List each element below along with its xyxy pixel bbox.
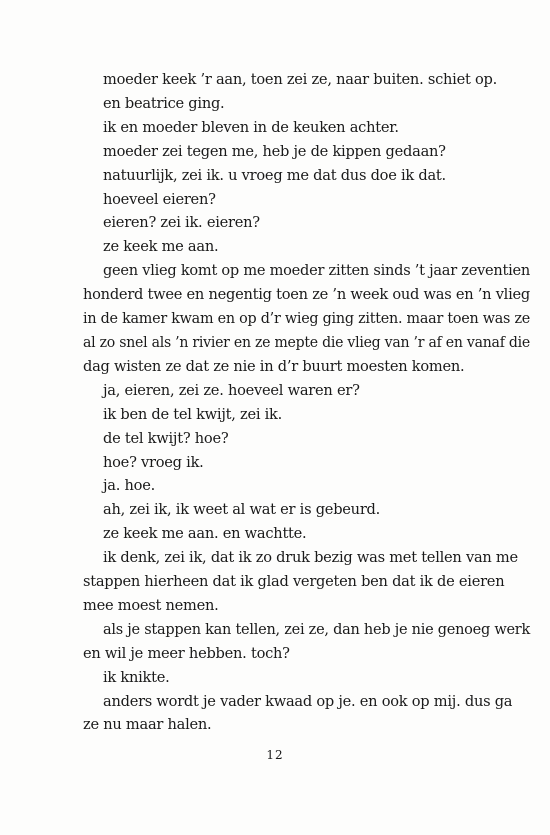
paragraph	[83, 211, 483, 235]
paragraph	[83, 140, 483, 164]
text-line: en beatrice ging.	[103, 94, 225, 112]
body-text	[83, 68, 531, 737]
text-line: ik ben de tel kwijt, zei ik.	[103, 405, 283, 423]
text-line: moeder keek ’r aan, toen zei ze, naar buiten. schiet op.	[103, 71, 497, 88]
paragraph	[83, 92, 483, 116]
text-line: ik en moeder bleven in de keuken achter.	[103, 118, 399, 136]
page-number: 12	[266, 748, 284, 762]
text-line: dag wisten ze dat ze nie in d’r buurt moesten komen.	[83, 357, 465, 375]
paragraph	[83, 618, 531, 666]
text-line: natuurlijk, zei ik. u vroeg me dat dus doe ik dat.	[103, 166, 446, 184]
paragraph	[83, 522, 483, 546]
text-line: en wil je meer hebben. toch?	[83, 644, 290, 662]
paragraph	[83, 235, 483, 259]
text-line: hoeveel eieren?	[103, 190, 216, 208]
text-line: honderd twee en negentig toen ze ’n week oud was en ’n vlieg	[83, 286, 530, 304]
text-line: geen vlieg komt op me moeder zitten sinds ’t jaar zeventien	[103, 262, 530, 280]
text-line: de tel kwijt? hoe?	[103, 429, 229, 447]
paragraph	[83, 164, 483, 188]
paragraph	[83, 474, 483, 498]
text-line: stappen hierheen dat ik glad vergeten ben dat ik de eieren	[83, 573, 505, 591]
text-line: in de kamer kwam en op d’r wieg ging zitten. maar toen was ze	[83, 310, 530, 328]
text-line: ze nu maar halen.	[83, 716, 212, 734]
text-line: ze keek me aan.	[103, 238, 219, 256]
text-line: ja, eieren, zei ze. hoeveel waren er?	[103, 381, 360, 399]
paragraph	[83, 379, 483, 403]
text-line: als je stappen kan tellen, zei ze, dan heb je nie genoeg werk	[103, 620, 531, 638]
paragraph	[83, 68, 497, 92]
paragraph	[83, 259, 530, 379]
text-line: ik denk, zei ik, dat ik zo druk bezig was met tellen van me	[103, 549, 518, 567]
paragraph	[83, 498, 483, 522]
text-line: eieren? zei ik. eieren?	[103, 214, 260, 232]
text-line: al zo snel als ’n rivier en ze mepte die vlieg van ’r af en vanaf die	[83, 333, 530, 351]
paragraph	[83, 690, 513, 738]
text-line: anders wordt je vader kwaad op je. en ook op mij. dus ga	[103, 692, 513, 710]
paragraph	[83, 546, 518, 618]
text-line: hoe? vroeg ik.	[103, 453, 204, 471]
paragraph	[83, 188, 483, 212]
paragraph	[83, 116, 483, 140]
text-line: ik knikte.	[103, 668, 170, 686]
text-line: mee moest nemen.	[83, 596, 219, 614]
paragraph	[83, 403, 483, 427]
paragraph	[83, 451, 483, 475]
text-line: moeder zei tegen me, heb je de kippen gedaan?	[103, 142, 446, 160]
paragraph	[83, 666, 483, 690]
text-line: ja. hoe.	[103, 477, 155, 495]
text-line: ah, zei ik, ik weet al wat er is gebeurd.	[103, 501, 381, 519]
paragraph	[83, 427, 483, 451]
text-line: ze keek me aan. en wachtte.	[103, 525, 307, 543]
